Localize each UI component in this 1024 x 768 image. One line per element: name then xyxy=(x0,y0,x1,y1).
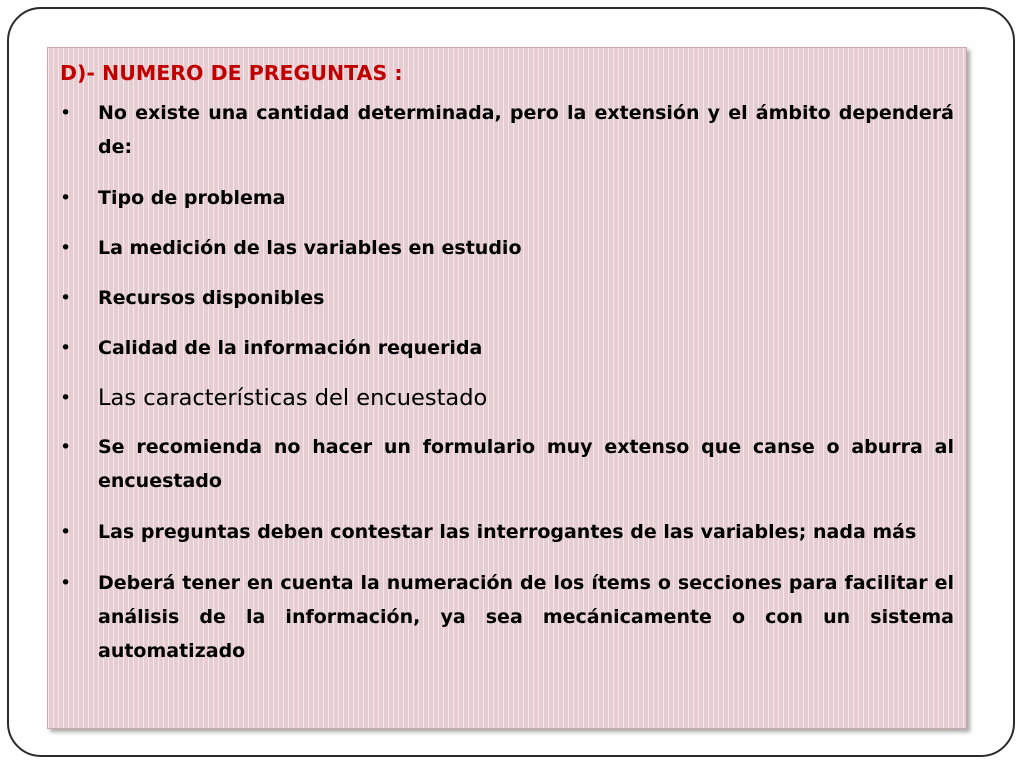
bullet-icon: • xyxy=(60,287,72,309)
list-item xyxy=(60,430,954,498)
list-item xyxy=(60,281,954,315)
bullet-icon: • xyxy=(60,387,72,409)
list-item-text: Las preguntas deben contestar las interrogantes de las variables; nada más xyxy=(98,521,917,543)
list-item xyxy=(60,515,954,549)
list-item xyxy=(60,381,954,415)
bullet-icon: • xyxy=(60,187,72,209)
bullet-icon: • xyxy=(60,436,72,458)
list-item xyxy=(60,181,954,215)
list-item-text: Deberá tener en cuenta la numeración de los ítems o secciones para facilitar el análisis de la información, ya sea mecánicamente o con un sistema automatizado xyxy=(98,572,954,662)
bullet-icon: • xyxy=(60,572,72,594)
list-item-text: Se recomienda no hacer un formulario muy extenso que canse o aburra al encuestado xyxy=(98,436,954,492)
bullet-icon: • xyxy=(60,521,72,543)
list-item xyxy=(60,331,954,365)
bullet-icon: • xyxy=(60,237,72,259)
list-item xyxy=(60,231,954,265)
list-item xyxy=(60,96,954,164)
bullet-icon: • xyxy=(60,337,72,359)
list-item-text: Tipo de problema xyxy=(98,187,286,209)
section-heading: D)- NUMERO DE PREGUNTAS : xyxy=(60,61,403,85)
list-item xyxy=(60,566,954,668)
content-box xyxy=(47,47,967,729)
list-item-text: Recursos disponibles xyxy=(98,287,325,309)
list-item-text: Calidad de la información requerida xyxy=(98,337,483,359)
list-item-text: La medición de las variables en estudio xyxy=(98,237,522,259)
list-item-text: Las características del encuestado xyxy=(98,385,488,411)
bullet-icon: • xyxy=(60,102,72,124)
bullet-list xyxy=(60,96,954,668)
list-item-text: No existe una cantidad determinada, pero la extensión y el ámbito dependerá de: xyxy=(98,102,954,158)
